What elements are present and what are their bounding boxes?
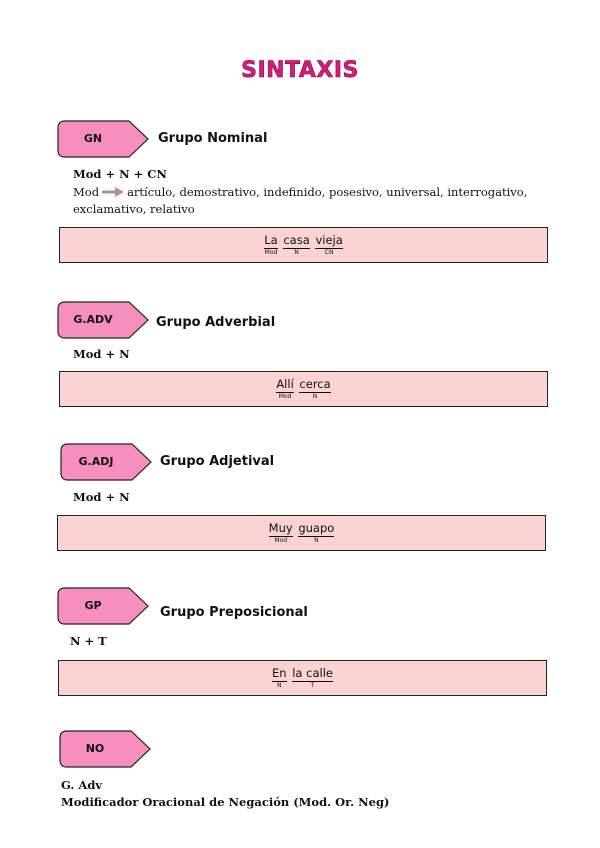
example-box [58,660,547,696]
formula: Mod + N [73,490,130,504]
formula: Mod + N [73,347,130,361]
section-heading: Grupo Adjetival [160,454,275,469]
example-sentence [60,233,547,257]
example-word: cerca N [299,377,331,400]
example-word: La Mod [264,233,278,256]
example-word: guapo N [298,521,335,544]
example-sentence [58,521,545,545]
example-box [59,227,548,263]
section-heading: Grupo Preposicional [160,605,308,620]
formula: N + T [70,634,107,648]
section-heading: Grupo Nominal [158,131,268,146]
no-line2: Modificador Oracional de Negación (Mod. Or. Neg) [61,795,390,809]
example-box [57,515,546,551]
tag-no [59,730,151,768]
tag-label: GP [84,599,102,612]
example-word: Allí Mod [276,377,294,400]
tag-gadj [60,443,152,481]
mod-text-line2: exclamativo, relativo [73,202,195,216]
tag-label: G.ADJ [78,455,114,468]
example-word: Muy Mod [268,521,293,544]
tag-gp [57,587,149,625]
tag-gn [57,120,149,158]
example-word: casa N [283,233,310,256]
example-word: En N [272,666,287,689]
formula: Mod + N + CN [73,167,167,181]
tag-label: G.ADV [73,313,113,326]
tag-gadv [57,301,149,339]
tag-label: NO [85,742,105,755]
mod-prefix: Mod [73,185,100,199]
page-title: SINTAXIS [241,58,359,83]
mod-text-line1: artículo, demostrativo, indefinido, posesivo, universal, interrogativo, [127,185,528,199]
section-heading: Grupo Adverbial [156,315,276,330]
mod-description [73,184,543,200]
example-sentence [59,666,546,690]
no-line1: G. Adv [61,778,103,792]
example-sentence [60,377,547,401]
tag-label: GN [83,132,103,145]
example-box [59,371,548,407]
example-word: la calle T [292,666,333,689]
example-word: vieja CN [315,233,343,256]
right-arrow-icon [102,187,124,197]
